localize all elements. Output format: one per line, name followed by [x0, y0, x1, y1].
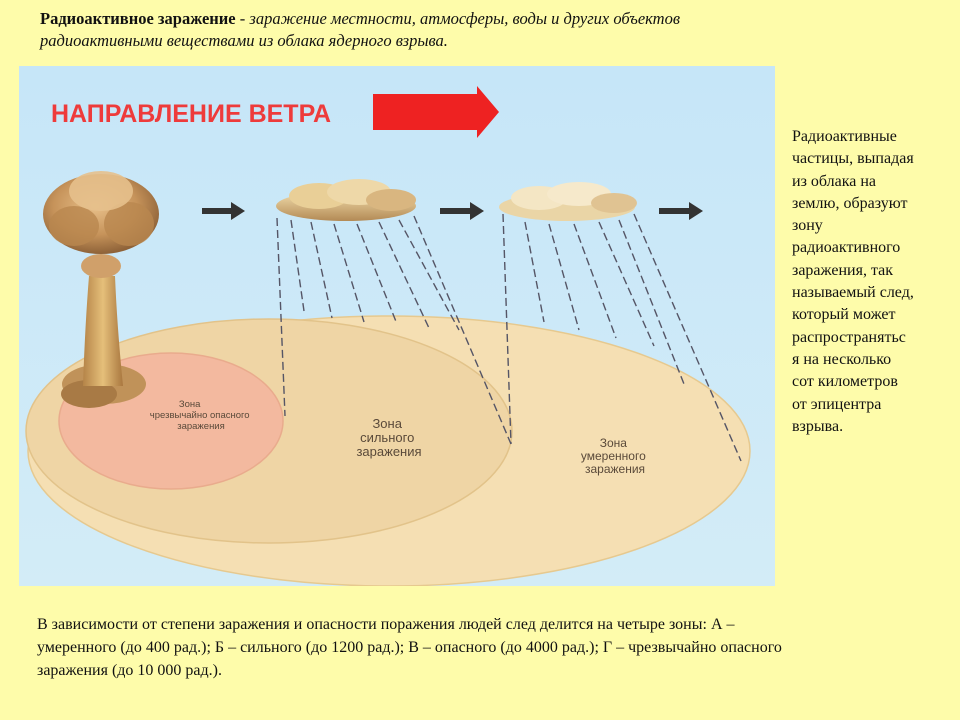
zones-classification-text: [37, 613, 927, 682]
title-definition-line1: заражение местности, атмосферы, воды и других объектов: [249, 9, 681, 28]
side-line: радиоактивного: [792, 239, 901, 257]
side-line: который может: [792, 306, 896, 324]
slide-title: [40, 8, 920, 52]
side-line: землю, образуют: [792, 194, 908, 212]
side-line: сот километров: [792, 373, 898, 391]
bottom-line: В зависимости от степени заражения и опасности поражения людей след делится на четыре зоны: А –: [37, 616, 735, 633]
side-line: Радиоактивные: [792, 128, 897, 145]
zone-extreme-label: Зона чрезвычайно опасного заражения: [149, 399, 250, 432]
title-separator: -: [235, 9, 250, 28]
zone-strong-label: Зона сильного заражения: [356, 416, 422, 459]
title-definition-line2: радиоактивными веществами из облака ядерного взрыва.: [40, 31, 448, 50]
side-line: частицы, выпадая: [792, 150, 914, 168]
zone-moderate-label: Зона умеренного заражения: [580, 436, 646, 476]
bottom-line: заражения (до 10 000 рад.).: [37, 662, 222, 679]
side-line: взрыва.: [792, 417, 844, 435]
side-line: заражения, так: [792, 261, 894, 279]
side-line: называемый след,: [792, 284, 914, 302]
wind-direction-label: НАПРАВЛЕНИЕ ВЕТРА: [51, 100, 332, 128]
side-line: зону: [792, 217, 823, 235]
fallout-diagram: [19, 66, 775, 586]
side-line: от эпицентра: [792, 395, 882, 413]
bottom-line: умеренного (до 400 рад.); Б – сильного (до 1200 рад.); В – опасного (до 4000 рад.); Г – чрезвычайно опасного: [37, 639, 782, 656]
side-description: [792, 126, 942, 438]
title-term: Радиоактивное заражение: [40, 9, 236, 28]
side-line: из облака на: [792, 172, 877, 190]
side-line: я на несколько: [792, 350, 892, 368]
side-line: распространятьс: [792, 328, 906, 346]
fallout-diagram-svg: [19, 66, 775, 586]
